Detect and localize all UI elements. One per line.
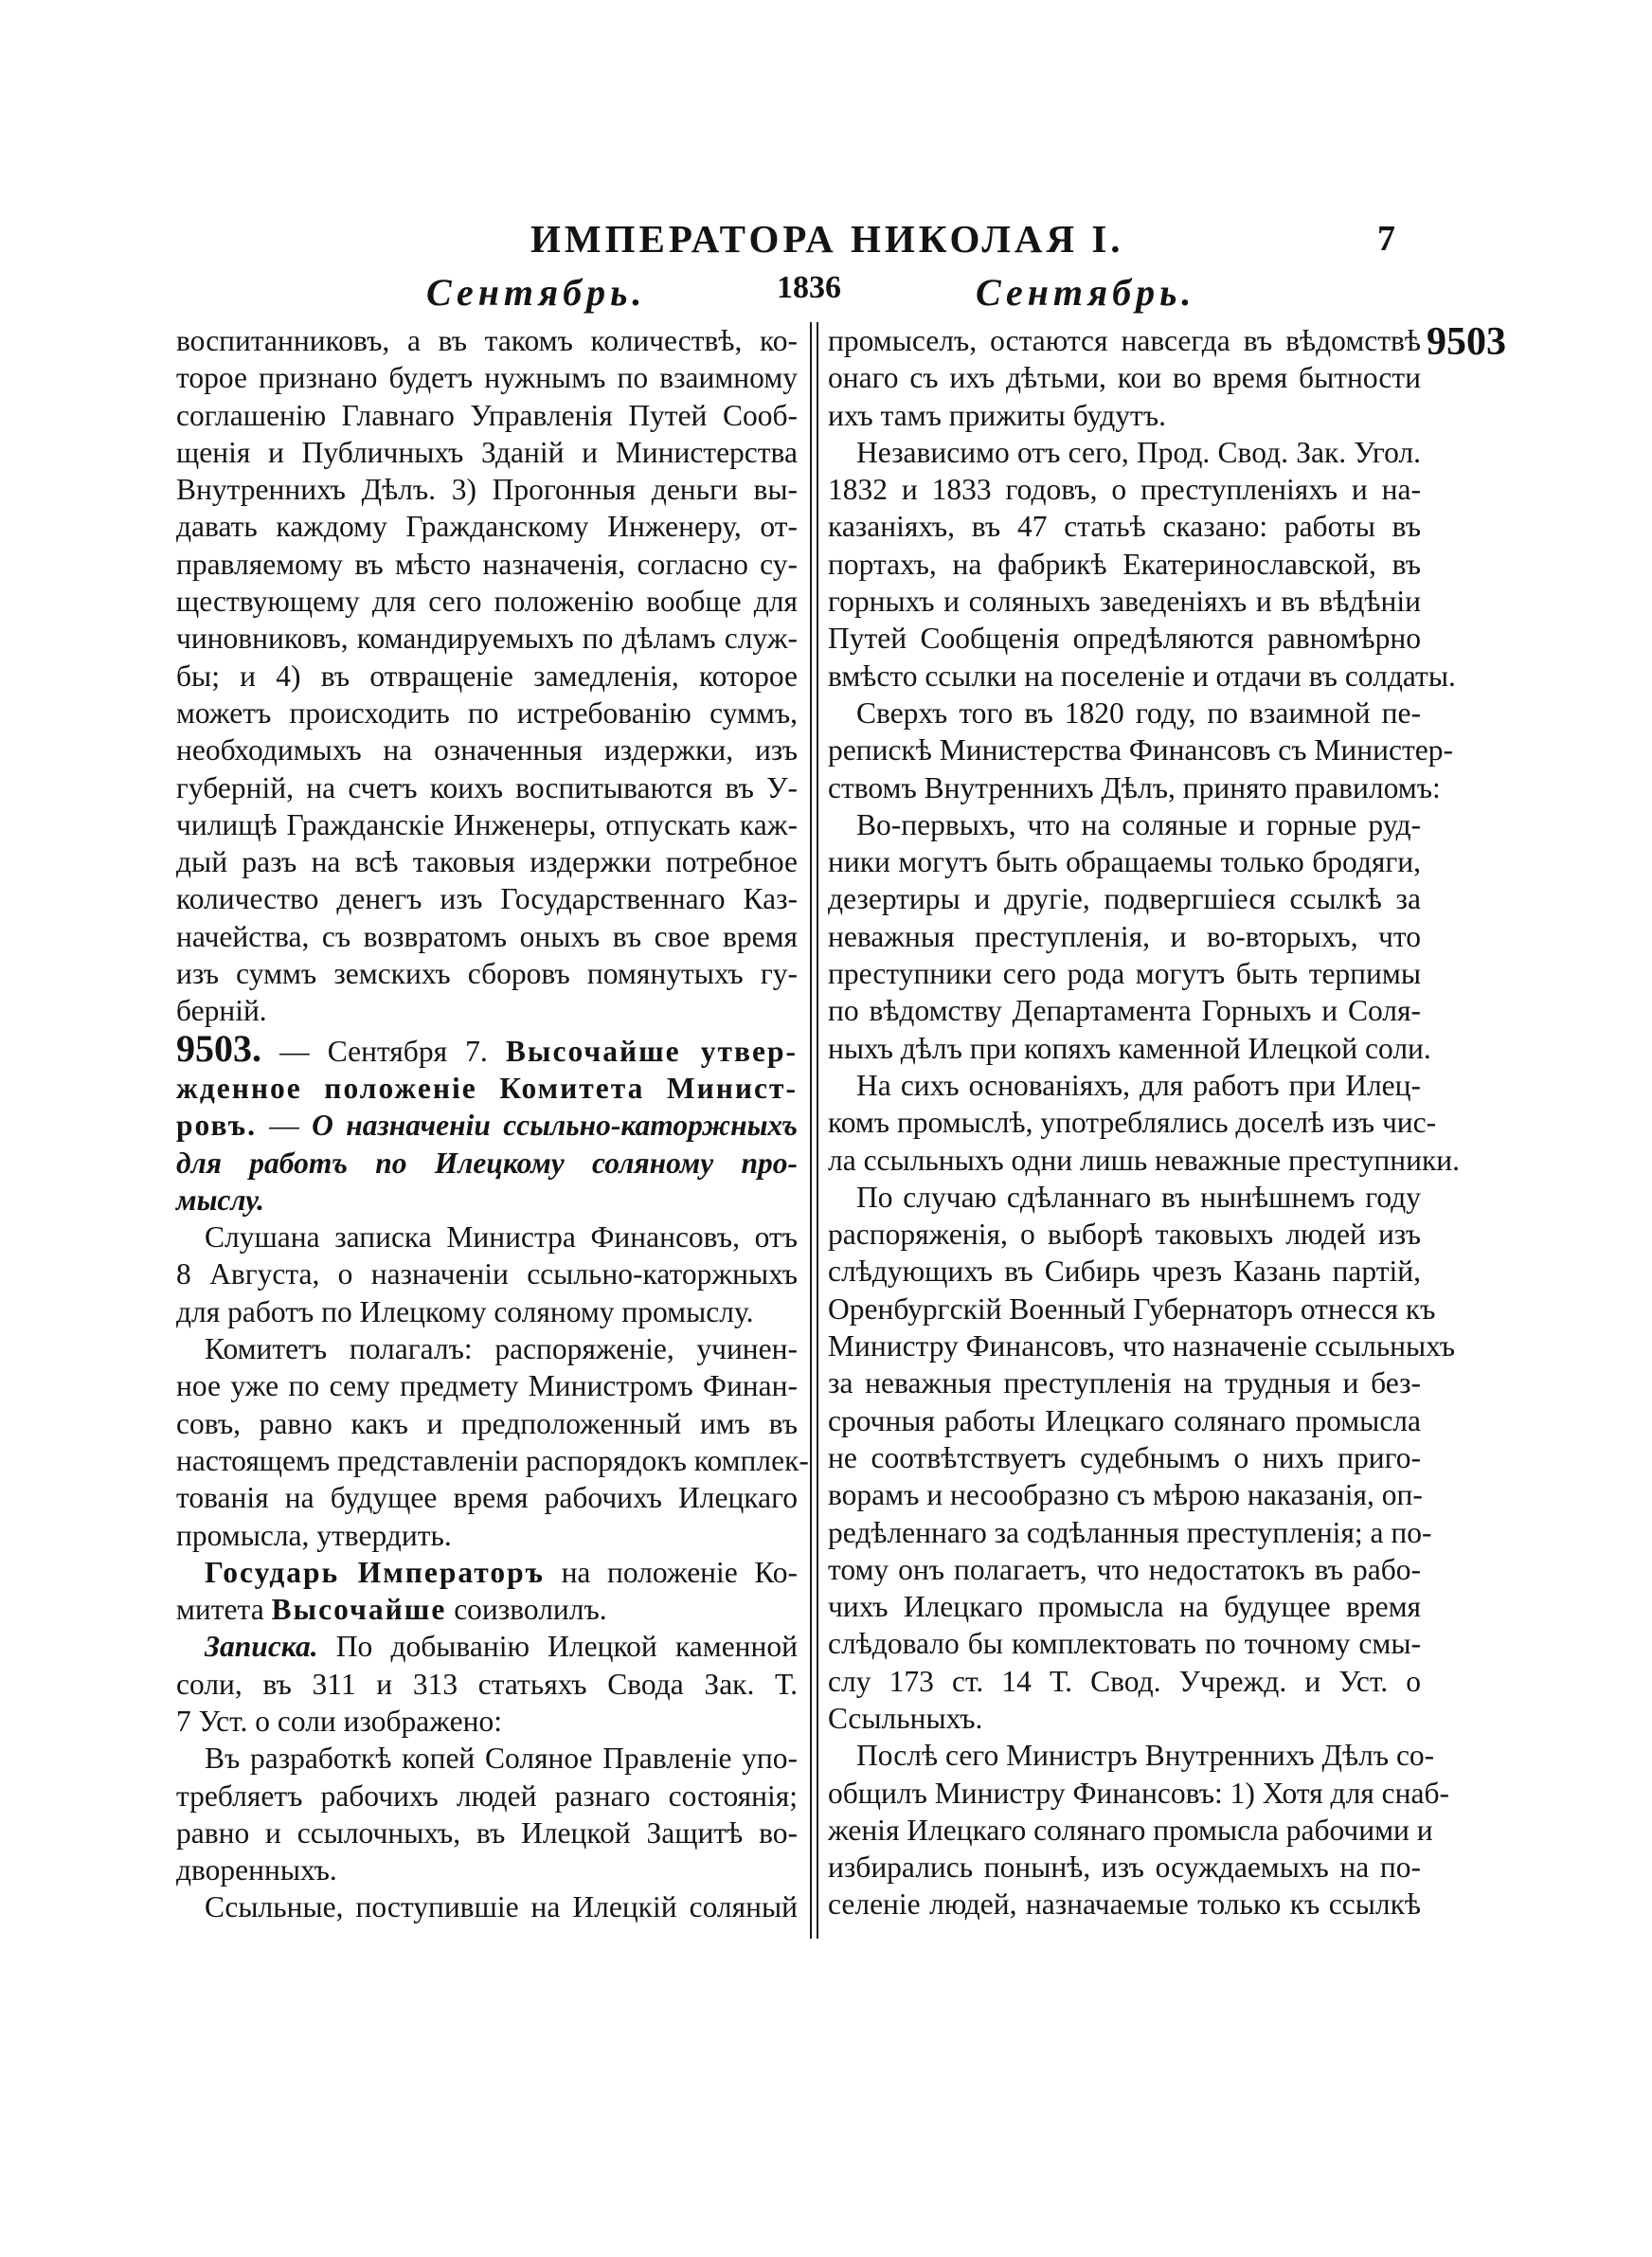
sovereign-approval [176, 1554, 798, 1629]
text-span: соизволилъ. [446, 1593, 607, 1627]
text-line: горныхъ и соляныхъ заведеніяхъ и въ вѣдѣніи [828, 585, 1421, 619]
text-line: Слушана записка Министра Финансовъ, отъ [205, 1220, 798, 1255]
text-line: изъ суммъ земскихъ сборовъ помянутыхъ гу- [176, 957, 798, 991]
margin-entry-number: 9503 [1427, 320, 1506, 364]
text-line: промысла, утвердить. [176, 1518, 452, 1552]
text-line: чилищѣ Гражданскіе Инженеры, отпускать каж- [176, 807, 798, 841]
text-line: правляемому въ мѣсто назначенія, согласно су- [176, 547, 798, 581]
text-line: онаго съ ихъ дѣтьми, кои во время бытности [828, 361, 1421, 395]
text-line: для работъ по Илецкому соляному промыслу. [176, 1294, 754, 1328]
text-line: репискѣ Министерства Финансовъ съ Министер- [828, 733, 1453, 767]
text-line: распоряженія, о выборѣ таковыхъ людей изъ [828, 1218, 1421, 1252]
month-right: Сентябрь. [976, 271, 1196, 314]
text-span: митета [176, 1593, 272, 1627]
text-line: Комитетъ полагалъ: распоряженіе, учинен- [205, 1332, 798, 1366]
text-line: Оренбургскій Военный Губернаторъ отнесся къ [828, 1291, 1436, 1326]
text-line: промыселъ, остаются навсегда въ вѣдомствѣ [828, 324, 1421, 357]
left-column-end [176, 1740, 798, 1925]
entry-dash: — [256, 1109, 313, 1143]
text-line: ныхъ дѣлъ при копяхъ каменной Илецкой соли. [828, 1031, 1431, 1065]
text-line: требляетъ рабочихъ людей разнаго состоянія; [176, 1779, 798, 1813]
text-line: чиновниковъ, командируемыхъ по дѣламъ служ- [176, 622, 798, 656]
text-line: Во-первыхъ, что на соляные и горные руд- [856, 807, 1421, 841]
text-line: Независимо отъ сего, Прод. Свод. Зак. Угол. [856, 435, 1421, 469]
text-line: соглашенію Главнаго Управленія Путей Сооб- [176, 398, 798, 432]
entry-heading-text: жденное положеніе Комитета Минист- [176, 1071, 798, 1105]
text-line [176, 1554, 798, 1591]
text-line: Путей Сообщенія опредѣляются равномѣрно [828, 622, 1421, 656]
entry-date: — Сентября 7. [261, 1034, 506, 1068]
text-line: 8 Августа, о назначеніи ссыльно-каторжныхъ [176, 1257, 798, 1291]
text-line: На сихъ основаніяхъ, для работъ при Илец- [856, 1068, 1421, 1102]
page-number: 7 [1377, 219, 1395, 259]
text-line: соли, въ 311 и 313 статьяхъ Свода Зак. Т. [176, 1667, 798, 1701]
left-column-opening [176, 322, 798, 1030]
text-line: щенія и Публичныхъ Зданій и Министерства [176, 435, 798, 469]
text-line: слѣдующихъ въ Сибирь чрезъ Казань партій, [828, 1255, 1421, 1289]
text-line: портахъ, на фабрикѣ Екатеринославской, въ [828, 547, 1421, 581]
text-line: ствомъ Внутреннихъ Дѣлъ, принято правиломъ: [828, 770, 1441, 804]
text-line: чихъ Илецкаго промысла на будущее время [828, 1590, 1421, 1624]
text-line: преступники сего рода могутъ быть терпимы [828, 957, 1421, 991]
text-line: Министру Финансовъ, что назначеніе ссыльныхъ [828, 1329, 1456, 1363]
text-line: ники могутъ быть обращаемы только бродяги, [828, 845, 1421, 879]
text-line: Въ разработкѣ копей Соляное Правленіе упо- [205, 1742, 798, 1776]
text-line: слѣдовало бы комплектовать по точному смы- [828, 1627, 1421, 1661]
text-line: ное уже по сему предмету Министромъ Финан- [176, 1369, 798, 1403]
text-line: комъ промыслѣ, употреблялись доселѣ изъ чис- [828, 1106, 1437, 1140]
text-line [176, 1591, 798, 1628]
text-line: тованія на будущее время рабочихъ Илецкаго [176, 1481, 798, 1515]
text-line: по вѣдомству Департамента Горныхъ и Соля- [828, 994, 1421, 1028]
text-line: давать каждому Гражданскому Инженеру, от- [176, 510, 798, 544]
text-line [176, 1628, 798, 1665]
text-line: По случаю сдѣланнаго въ нынѣшнемъ году [856, 1180, 1421, 1214]
entry-number: 9503. [176, 1026, 261, 1070]
text-line: слу 173 ст. 14 Т. Свод. Учрежд. и Уст. о [828, 1664, 1421, 1698]
year: 1836 [777, 270, 841, 305]
text-span: По добыванію Илецкой каменной [317, 1630, 798, 1664]
text-line: бы; и 4) въ отвращеніе замедленія, которое [176, 659, 798, 693]
month-left: Сентябрь. [426, 271, 647, 314]
entry-title: для работъ по Илецкому соляному про- [176, 1146, 798, 1180]
text-line: берній. [176, 994, 267, 1028]
text-line: настоящемъ представленіи распорядокъ комплек- [176, 1443, 809, 1477]
entry-title: мыслу. [176, 1183, 265, 1217]
text-line: 7 Уст. о соли изображено: [176, 1704, 502, 1738]
text-line: не соотвѣтствуетъ судебнымъ о нихъ приго- [828, 1440, 1421, 1474]
text-line: ворамъ и несообразно съ мѣрою наказанія, оп- [828, 1478, 1423, 1512]
text-line: селеніе людей, назначаемые только къ ссылкѣ [828, 1887, 1421, 1922]
text-line: ла ссыльныхъ одни лишь неважные преступники. [828, 1143, 1461, 1177]
text-line: избирались понынѣ, изъ осуждаемыхъ на по- [828, 1851, 1421, 1885]
text-line: неважныя преступленія, и во-вторыхъ, что [828, 919, 1421, 953]
text-line: 1832 и 1833 годовъ, о преступленіяхъ и на- [828, 473, 1421, 507]
text-line: необходимыхъ на означенныя издержки, изъ [176, 733, 798, 767]
entry-heading [176, 1026, 798, 1219]
text-line: общилъ Министру Финансовъ: 1) Хотя для снаб- [828, 1776, 1449, 1810]
note-label: Записка. [205, 1630, 318, 1664]
text-line: за неважныя преступленія на трудныя и без- [828, 1366, 1421, 1400]
sovereign-word: Высочайше [271, 1593, 447, 1627]
running-title: ИМПЕРАТОРА НИКОЛАЯ I. [530, 217, 1124, 261]
text-line: начейства, съ возвратомъ оныхъ въ свое время [176, 919, 798, 953]
text-line: дезертиры и другіе, подвергшіеся ссылкѣ за [828, 882, 1421, 916]
text-line: воспитанниковъ, а въ такомъ количествѣ, ко- [176, 324, 798, 357]
text-line: срочныя работы Илецкаго солянаго промысла [828, 1403, 1421, 1437]
text-line: редѣленнаго за содѣланныя преступленія; а по- [828, 1515, 1432, 1549]
text-line: вмѣсто ссылки на поселеніе и отдачи въ солдаты. [828, 659, 1456, 693]
sovereign-title: Государь Императоръ [205, 1555, 546, 1589]
text-line: тому онъ полагаетъ, что недостатокъ въ рабо- [828, 1552, 1421, 1586]
text-line: Ссыльныхъ. [828, 1701, 983, 1735]
left-column [176, 322, 809, 1926]
text-line: казаніяхъ, въ 47 статьѣ сказано: работы въ [828, 510, 1421, 544]
text-line: Сверхъ того въ 1820 году, по взаимной пе- [856, 695, 1421, 730]
text-line [176, 1107, 798, 1144]
left-column-body [176, 1219, 809, 1554]
text-line [176, 1026, 798, 1070]
text-line: ихъ тамъ прижиты будутъ. [828, 398, 1166, 432]
text-line: женія Илецкаго солянаго промысла рабочими и [828, 1813, 1433, 1847]
text-line: совъ, равно какъ и предположенный имъ въ [176, 1406, 798, 1440]
entry-heading-text: Высочайше утвер- [505, 1034, 798, 1068]
entry-title: О назначеніи ссыльно-каторжныхъ [312, 1109, 798, 1143]
text-span: на положеніе Ко- [545, 1555, 798, 1589]
text-line: равно и ссылочныхъ, въ Илецкой Защитѣ во- [176, 1815, 798, 1850]
entry-heading-text: ровъ. [176, 1109, 257, 1143]
column-divider-rule [810, 322, 812, 1939]
text-line: Послѣ сего Министръ Внутреннихъ Дѣлъ со- [856, 1739, 1435, 1773]
text-line: дворенныхъ. [176, 1853, 337, 1887]
text-line: губерній, на счетъ коихъ воспитываются въ У- [176, 770, 798, 804]
text-line: Ссыльные, поступившіе на Илецкій соляный [205, 1890, 798, 1924]
text-line: ществующему для сего положенію вообще для [176, 585, 798, 619]
text-line: количество денегъ изъ Государственнаго Каз- [176, 882, 798, 916]
text-line: можетъ происходить по истребованію суммъ, [176, 695, 798, 730]
note-block [176, 1628, 798, 1740]
column-divider-rule [817, 322, 818, 1939]
right-column [828, 322, 1461, 1923]
text-line: Внутреннихъ Дѣлъ. 3) Прогонныя деньги вы- [176, 473, 798, 507]
text-line: дый разъ на всѣ таковыя издержки потребное [176, 845, 798, 879]
text-line: торое признано будетъ нужнымъ по взаимному [176, 361, 798, 395]
